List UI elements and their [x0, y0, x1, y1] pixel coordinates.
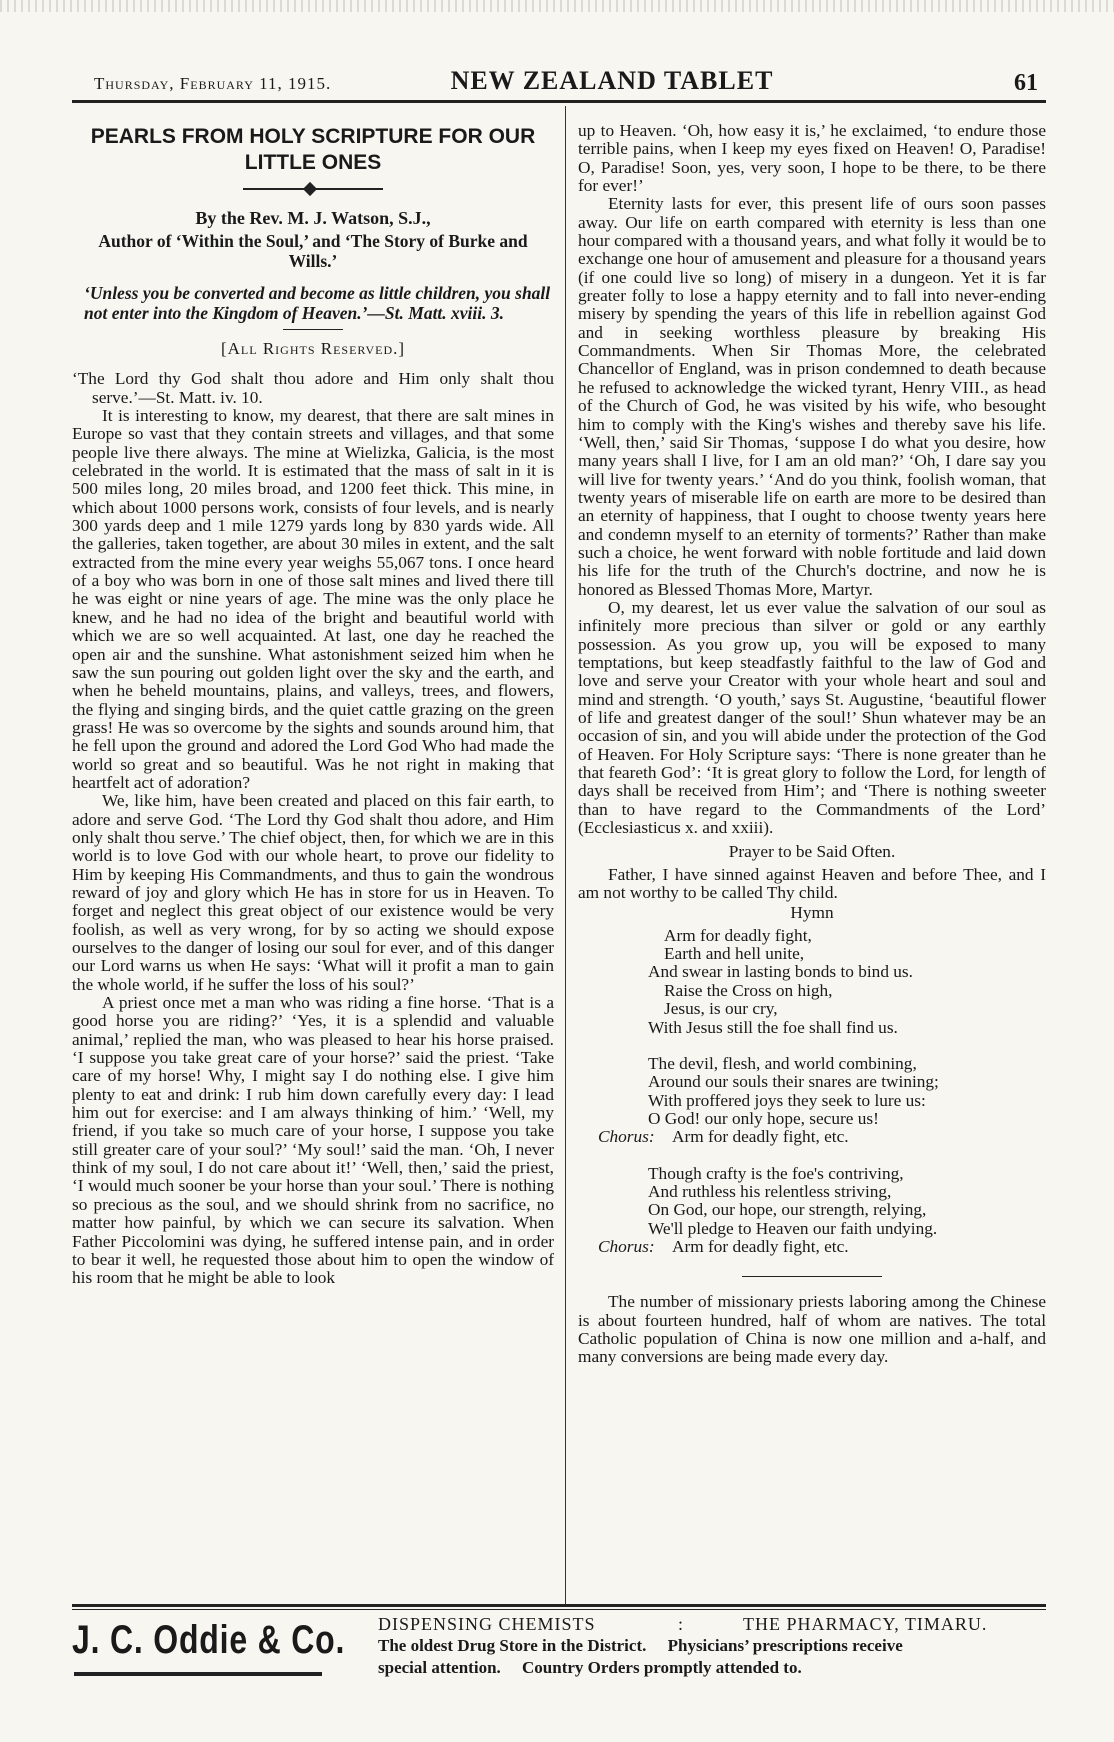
prayer-text: Father, I have sinned against Heaven and before Thee, and I am not worthy to be called Thy child.	[578, 864, 1046, 903]
paragraph: O, my dearest, let us ever value the salvation of our soul as infinitely more precious than silver or gold or any earthly possession. As you grow up, you will be exposed to many temptations, but keep steadfastly faithful to the law of God and love and serve your Creator with your whole heart and soul and mind and strength. ‘O youth,’ says St. Augustine, ‘beautiful flower of life and greatest danger of the soul!’ Shun whatever may be an occasion of sin, and you will abide under the protection of the God of Heaven. For Holy Scripture says: ‘There is none greater than he that feareth God’: ‘It is great glory to follow the Lord, for length of days shall be received from Him’; and ‘There is nothing sweeter than to have regard to the Commandments of the Lord’ (Ecclesiasticus x. and xxiii).	[578, 597, 1046, 838]
hymn-chorus	[598, 1236, 1046, 1256]
hymn-line: Arm for deadly fight,	[664, 925, 812, 945]
hymn-chorus	[598, 1127, 1046, 1147]
hymn-line: The devil, flesh, and world combining,	[648, 1053, 917, 1073]
paragraph: A priest once met a man who was riding a fine horse. ‘That is a good horse you are riding?’ ‘Yes, it is a splendid and valuable animal,’ replied the man, who was pleased to hear his horse praised. ‘I suppose you take great care of your horse?’ said the priest. ‘Take care of my horse! Why, I might say I do nothing else. I give him plenty to eat and drink: I rub him down carefully every day: I lead him out for exercise: and I am always thinking of him.’ ‘Well, my friend, if you take so much care of your horse, I suppose you take still greater care of your soul?’ ‘My soul!’ said the man. ‘Oh, I never think of my soul, I do not care about it!’ ‘Well, then,’ said the priest, ‘I would much sooner be your horse than your soul.’ There is nothing so precious as the soul, and we should shrink from no sacrifice, no matter how painful, by which we can secure its salvation. When Father Piccolomini was dying, he suffered intense pain, and in order to bear it well, he requested those about him to open the window of his room that he might be able to look	[72, 993, 554, 1288]
hymn-stanza-1	[648, 927, 1046, 1037]
paragraph: Eternity lasts for ever, this present life of ours soon passes away. Our life on earth compared with eternity is less than one hour compared with a thousand years, and what folly it would be to exchange one hour of amusement and pleasure for a thousand years (if one could live so long) of misery in a dungeon. Yet it is far greater folly to lose a happy eternity and to fall into never-ending misery by spending the years of this life in rebellion against God and in seeking worthless pleasure by breaking His Commandments. When Sir Thomas More, the celebrated Chancellor of England, was in prison condemned to death because he refused to acknowledge the wicked tyrant, Henry VIII., as head of the Church of God, he was visited by his wife, who besought him to comply with the King's wishes and thereby save his life. ‘Well, then,’ said Sir Thomas, ‘suppose I do what you desire, how many years shall I live, for I am an old man?’ ‘Oh, I dare say you will live for twenty years.’ ‘And do you think, foolish woman, that twenty years of miserable life on earth are more to be desired than an eternity of happiness, that I ought to choose twenty years here and condemn myself to an eternity of torments?’ Rather than make such a choice, he went forward with noble fortitude and laid down his life for the truth of the Church's doctrine, and now he is honored as Blessed Thomas More, Martyr.	[578, 194, 1046, 599]
hymn-stanza-2	[598, 1053, 1046, 1147]
publication-title: NEW ZEALAND TABLET	[450, 66, 774, 95]
hymn-line: On God, our hope, our strength, relying,	[648, 1200, 927, 1220]
hymn-line: Earth and hell unite,	[664, 944, 805, 964]
hymn-line: With proffered joys they seek to lure us:	[648, 1090, 926, 1110]
page-number: 61	[1014, 70, 1038, 96]
hymn-heading: Hymn	[790, 903, 834, 923]
hymn-line: We'll pledge to Heaven our faith undying.	[648, 1218, 938, 1238]
hymn-line: Raise the Cross on high,	[664, 980, 833, 1000]
ad-line-3: special attention. Country Orders promptly attended to.	[378, 1658, 802, 1677]
byline: By the Rev. M. J. Watson, S.J.,	[195, 208, 431, 228]
chorus-text: Arm for deadly fight, etc.	[672, 1127, 849, 1147]
paragraph: It is interesting to know, my dearest, that there are salt mines in Europe so vast that they contain streets and villages, and that some people live there always. The mine at Wielizka, Galicia, is the most celebrated in the world. It is estimated that the mass of salt in it is 500 miles long, 20 miles broad, and 1200 feet thick. This mine, in which about 1000 persons work, consists of four levels, and is nearly 300 yards deep and 1 mile 1279 yards long by 830 yards wide. All the galleries, taken together, are about 30 miles in extent, and the salt extracted from the mine every year weighs 55,067 tons. I once heard of a boy who was born in one of those salt mines and lived there till he was eight or nine years of age. The mine was the only place he knew, and he had no idea of the bright and beautiful world with which we are so well acquainted. At last, one day he reached the open air and the sunshine. What astonishment seized him when he saw the sun pouring out golden light over the sky and the earth, and when he beheld mountains, plains, and valleys, trees, and flowers, the flying and singing birds, and the quiet cattle grazing on the green grass! He was so overcome by the sights and sounds around him, that he fell upon the ground and adored the Lord God Who had made the world so great and so beautiful. Was he not right in making that heartfelt act of adoration?	[72, 406, 554, 792]
news-item: The number of missionary priests laboring among the Chinese is about fourteen hundred, half of whom are natives. The total Catholic population of China is now one million and a-half, and many conversions are being made every day.	[578, 1292, 1046, 1367]
epigraph-rule	[283, 329, 343, 330]
title-ornament	[243, 184, 383, 194]
prayer-heading: Prayer to be Said Often.	[728, 842, 896, 862]
news-separator	[742, 1276, 882, 1277]
hymn-stanza-3	[598, 1163, 1046, 1257]
scan-noise	[0, 0, 1114, 12]
column-divider	[565, 106, 566, 1604]
hymn-line: Around our souls their snares are twining;	[648, 1072, 939, 1092]
epigraph: ‘Unless you be converted and become as little children, you shall not enter into the Kingdom of Heaven.’—St. Matt. xviii. 3.	[84, 283, 551, 323]
author-note: Author of ‘Within the Soul,’ and ‘The Story of Burke and Wills.’	[98, 231, 528, 271]
ad-line-2: The oldest Drug Store in the District. Physicians’ prescriptions receive	[378, 1636, 903, 1655]
paragraph: up to Heaven. ‘Oh, how easy it is,’ he exclaimed, ‘to endure those terrible pains, when I keep my eyes fixed on Heaven! O, Paradise! O, Paradise! Soon, yes, very soon, I hope to be there, to be there for ever!’	[578, 121, 1046, 196]
hymn-line: O God! our only hope, secure us!	[648, 1108, 879, 1128]
hymn-line: And swear in lasting bonds to bind us.	[648, 962, 913, 982]
chorus-label: Chorus:	[598, 1127, 655, 1147]
chorus-label: Chorus:	[598, 1236, 655, 1256]
chorus-text: Arm for deadly fight, etc.	[672, 1236, 849, 1256]
ad-separator: :	[678, 1614, 685, 1634]
footer-rule-thick	[72, 1604, 1046, 1607]
footer-rule-thin	[72, 1609, 1046, 1610]
ad-dispensing: DISPENSING CHEMISTS	[378, 1614, 596, 1634]
scripture-quote: ‘The Lord thy God shalt thou adore and Him only shalt thou serve.’—St. Matt. iv. 10.	[72, 369, 554, 407]
hymn-line: With Jesus still the foe shall find us.	[648, 1017, 898, 1037]
paragraph: We, like him, have been created and placed on this fair earth, to adore and serve God. ‘The Lord thy God shalt thou adore, and Him only shalt thou serve.’ The chief object, then, for which we are in this world is to love God with our whole heart, to prove our fidelity to Him by keeping His Commandments, and thus to gain the wondrous reward of joy and glory which He has in store for us in Heaven. To forget and neglect this great object of our existence would be very foolish, as well as very wrong, for by so acting we should expose ourselves to the danger of losing our soul for ever, and of this danger our Lord warns us when He says: ‘What will it profit a man to gain the whole world, if he suffer the loss of his soul?’	[72, 791, 554, 994]
right-column	[578, 122, 1046, 1367]
advertisement	[72, 1614, 1046, 1684]
article-title: PEARLS FROM HOLY SCRIPTURE FOR OUR LITTLE ONES	[90, 125, 536, 174]
advertiser-name: J. C. Oddie & Co.	[72, 1618, 346, 1662]
hymn-line: Though crafty is the foe's contriving,	[648, 1163, 904, 1183]
issue-date: Thursday, February 11, 1915.	[94, 74, 332, 93]
ad-pharmacy: THE PHARMACY, TIMARU.	[743, 1614, 988, 1634]
rights-notice: [All Rights Reserved.]	[220, 339, 406, 358]
advertiser-underline	[74, 1672, 322, 1676]
hymn-line: Jesus, is our cry,	[664, 999, 778, 1019]
hymn-line: And ruthless his relentless striving,	[648, 1181, 892, 1201]
hymn	[578, 927, 1046, 1257]
left-column	[72, 122, 554, 1288]
header-rule	[72, 100, 1046, 103]
